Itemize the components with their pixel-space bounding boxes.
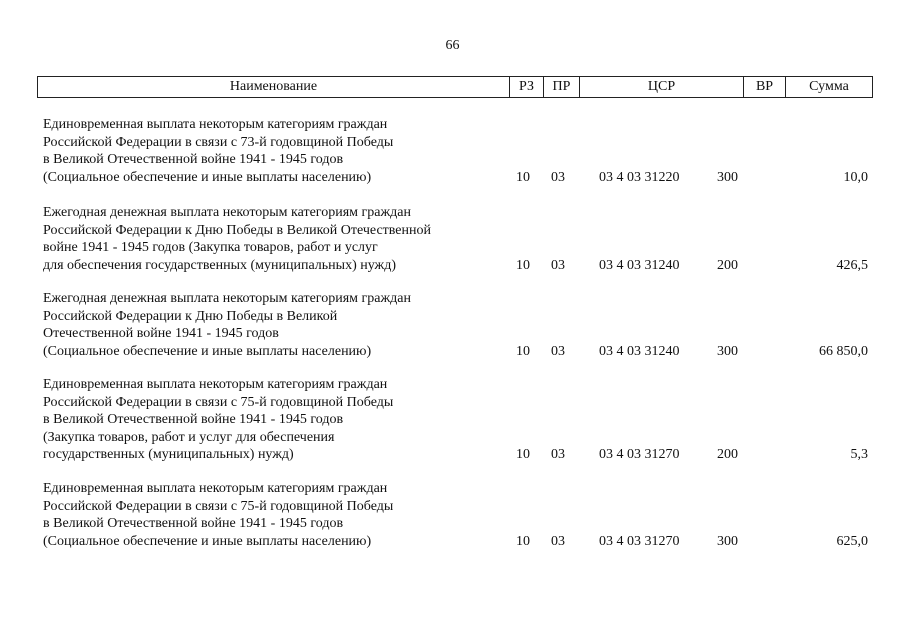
description-line: войне 1941 - 1945 годов (Закупка товаров, работ и услуг	[43, 240, 378, 255]
header-vr: ВР	[743, 77, 785, 97]
description-line: Российской Федерации к Дню Победы в Великой	[43, 308, 338, 324]
cell-vr: 300	[717, 169, 738, 185]
cell-pr: 03	[551, 533, 565, 549]
row-description	[43, 480, 483, 550]
cell-pr: 03	[551, 343, 565, 359]
cell-csr: 03 4 03 31240	[599, 343, 680, 359]
description-line: (Социальное обеспечение и иные выплаты населению)	[43, 169, 372, 185]
cell-csr: 03 4 03 31270	[599, 447, 680, 462]
description-line: в Великой Отечественной войне 1941 - 1945 годов	[43, 516, 344, 531]
description-line: Ежегодная денежная выплата некоторым категориям граждан	[43, 205, 411, 220]
cell-vr: 200	[717, 257, 738, 273]
header-name: Наименование	[229, 79, 318, 94]
row-description	[43, 290, 483, 360]
cell-rz: 10	[516, 169, 530, 185]
description-line: в Великой Отечественной войне 1941 - 1945 годов	[43, 152, 344, 167]
cell-pr: 03	[551, 257, 565, 273]
cell-vr: 200	[717, 447, 738, 462]
description-line: Единовременная выплата некоторым категориям граждан	[43, 117, 388, 132]
description-line: Отечественной войне 1941 - 1945 годов	[43, 326, 279, 341]
description-line: Российской Федерации в связи с 75-й годовщиной Победы	[43, 498, 394, 514]
description-line: Единовременная выплата некоторым категориям граждан	[43, 377, 388, 392]
description-line: (Закупка товаров, работ и услуг для обеспечения	[43, 429, 335, 445]
cell-sum: 625,0	[836, 533, 868, 549]
row-description	[43, 376, 483, 464]
description-line: Российской Федерации в связи с 73-й годовщиной Победы	[43, 134, 394, 150]
row-description	[43, 204, 483, 274]
cell-rz: 10	[516, 533, 530, 549]
cell-pr: 03	[551, 169, 565, 185]
cell-sum: 426,5	[836, 257, 868, 273]
header-pr: ПР	[543, 77, 579, 97]
cell-sum: 5,3	[850, 447, 868, 462]
description-line: Единовременная выплата некоторым категориям граждан	[43, 481, 388, 496]
table-header	[37, 76, 873, 98]
cell-sum: 10,0	[843, 169, 868, 185]
cell-rz: 10	[516, 447, 530, 462]
cell-rz: 10	[516, 257, 530, 273]
header-sum: Сумма	[785, 77, 872, 97]
description-line: Российской Федерации в связи с 75-й годовщиной Победы	[43, 394, 394, 410]
description-line: (Социальное обеспечение и иные выплаты населению)	[43, 343, 372, 359]
description-line: государственных (муниципальных) нужд)	[43, 447, 294, 462]
cell-csr: 03 4 03 31270	[599, 533, 680, 549]
cell-vr: 300	[717, 343, 738, 359]
description-line: Ежегодная денежная выплата некоторым категориям граждан	[43, 291, 411, 306]
cell-csr: 03 4 03 31240	[599, 257, 680, 273]
cell-pr: 03	[551, 447, 565, 462]
cell-sum: 66 850,0	[819, 343, 868, 359]
description-line: (Социальное обеспечение и иные выплаты населению)	[43, 533, 372, 549]
page-number: 66	[445, 38, 460, 53]
header-rz: РЗ	[509, 77, 543, 97]
cell-csr: 03 4 03 31220	[599, 169, 680, 185]
cell-rz: 10	[516, 343, 530, 359]
row-description	[43, 116, 483, 186]
description-line: Российской Федерации к Дню Победы в Великой Отечественной	[43, 222, 431, 238]
description-line: в Великой Отечественной войне 1941 - 1945 годов	[43, 412, 344, 427]
header-csr: ЦСР	[579, 77, 743, 97]
cell-vr: 300	[717, 533, 738, 549]
description-line: для обеспечения государственных (муниципальных) нужд)	[43, 257, 397, 273]
